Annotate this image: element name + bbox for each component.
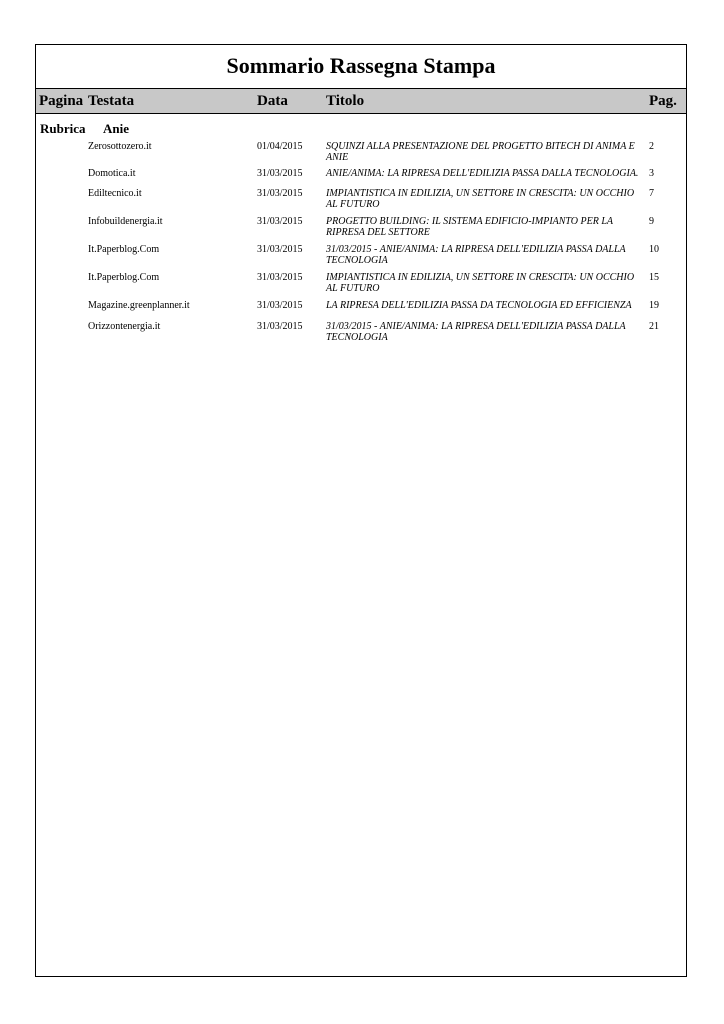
cell-testata: Orizzontenergia.it xyxy=(88,321,161,332)
cell-data: 31/03/2015 xyxy=(257,321,303,332)
cell-pag: 10 xyxy=(649,244,659,255)
cell-testata: It.Paperblog.Com xyxy=(88,244,160,255)
header-pag: Pag. xyxy=(649,93,677,109)
cell-testata: Domotica.it xyxy=(88,168,136,179)
header-titolo: Titolo xyxy=(326,93,365,109)
cell-data: 31/03/2015 xyxy=(257,272,303,283)
cell-titolo: IMPIANTISTICA IN EDILIZIA, UN SETTORE IN CRESCITA: UN OCCHIO AL FUTURO xyxy=(326,188,635,210)
cell-titolo: ANIE/ANIMA: LA RIPRESA DELL'EDILIZIA PASSA DALLA TECNOLOGIA. xyxy=(326,168,639,179)
cell-data: 31/03/2015 xyxy=(257,188,303,199)
section-rubrica-name: Anie xyxy=(103,121,129,136)
cell-pag: 19 xyxy=(649,300,659,311)
cell-titolo: 31/03/2015 - ANIE/ANIMA: LA RIPRESA DELL'EDILIZIA PASSA DALLA TECNOLOGIA xyxy=(326,321,626,343)
table-header xyxy=(36,88,686,114)
cell-titolo: IMPIANTISTICA IN EDILIZIA, UN SETTORE IN CRESCITA: UN OCCHIO AL FUTURO xyxy=(326,272,635,294)
cell-testata: Zerosottozero.it xyxy=(88,141,152,152)
cell-testata: It.Paperblog.Com xyxy=(88,272,160,283)
title-band xyxy=(36,45,686,87)
cell-pag: 21 xyxy=(649,321,659,332)
cell-titolo: PROGETTO BUILDING: IL SISTEMA EDIFICIO-IMPIANTO PER LA RIPRESA DEL SETTORE xyxy=(326,216,613,238)
cell-titolo: LA RIPRESA DELL'EDILIZIA PASSA DA TECNOLOGIA ED EFFICIENZA xyxy=(326,300,632,311)
cell-titolo: SQUINZI ALLA PRESENTAZIONE DEL PROGETTO BITECH DI ANIMA E ANIE xyxy=(326,141,635,163)
page-title: Sommario Rassegna Stampa xyxy=(226,53,496,78)
header-data: Data xyxy=(257,93,288,109)
section-rubrica-label: Rubrica xyxy=(40,121,86,136)
cell-testata: Infobuildenergia.it xyxy=(88,216,163,227)
cell-data: 31/03/2015 xyxy=(257,244,303,255)
cell-data: 31/03/2015 xyxy=(257,216,303,227)
cell-testata: Ediltecnico.it xyxy=(88,188,142,199)
cell-data: 31/03/2015 xyxy=(257,168,303,179)
cell-data: 01/04/2015 xyxy=(257,141,303,152)
cell-pag: 9 xyxy=(649,216,654,227)
cell-testata: Magazine.greenplanner.it xyxy=(88,300,190,311)
cell-pag: 2 xyxy=(649,141,654,152)
cell-pag: 3 xyxy=(649,168,654,179)
header-testata: Testata xyxy=(88,93,135,109)
page-frame xyxy=(35,44,687,977)
cell-data: 31/03/2015 xyxy=(257,300,303,311)
cell-titolo: 31/03/2015 - ANIE/ANIMA: LA RIPRESA DELL'EDILIZIA PASSA DALLA TECNOLOGIA xyxy=(326,244,626,266)
cell-pag: 15 xyxy=(649,272,659,283)
header-pagina: Pagina xyxy=(39,93,84,109)
cell-pag: 7 xyxy=(649,188,654,199)
